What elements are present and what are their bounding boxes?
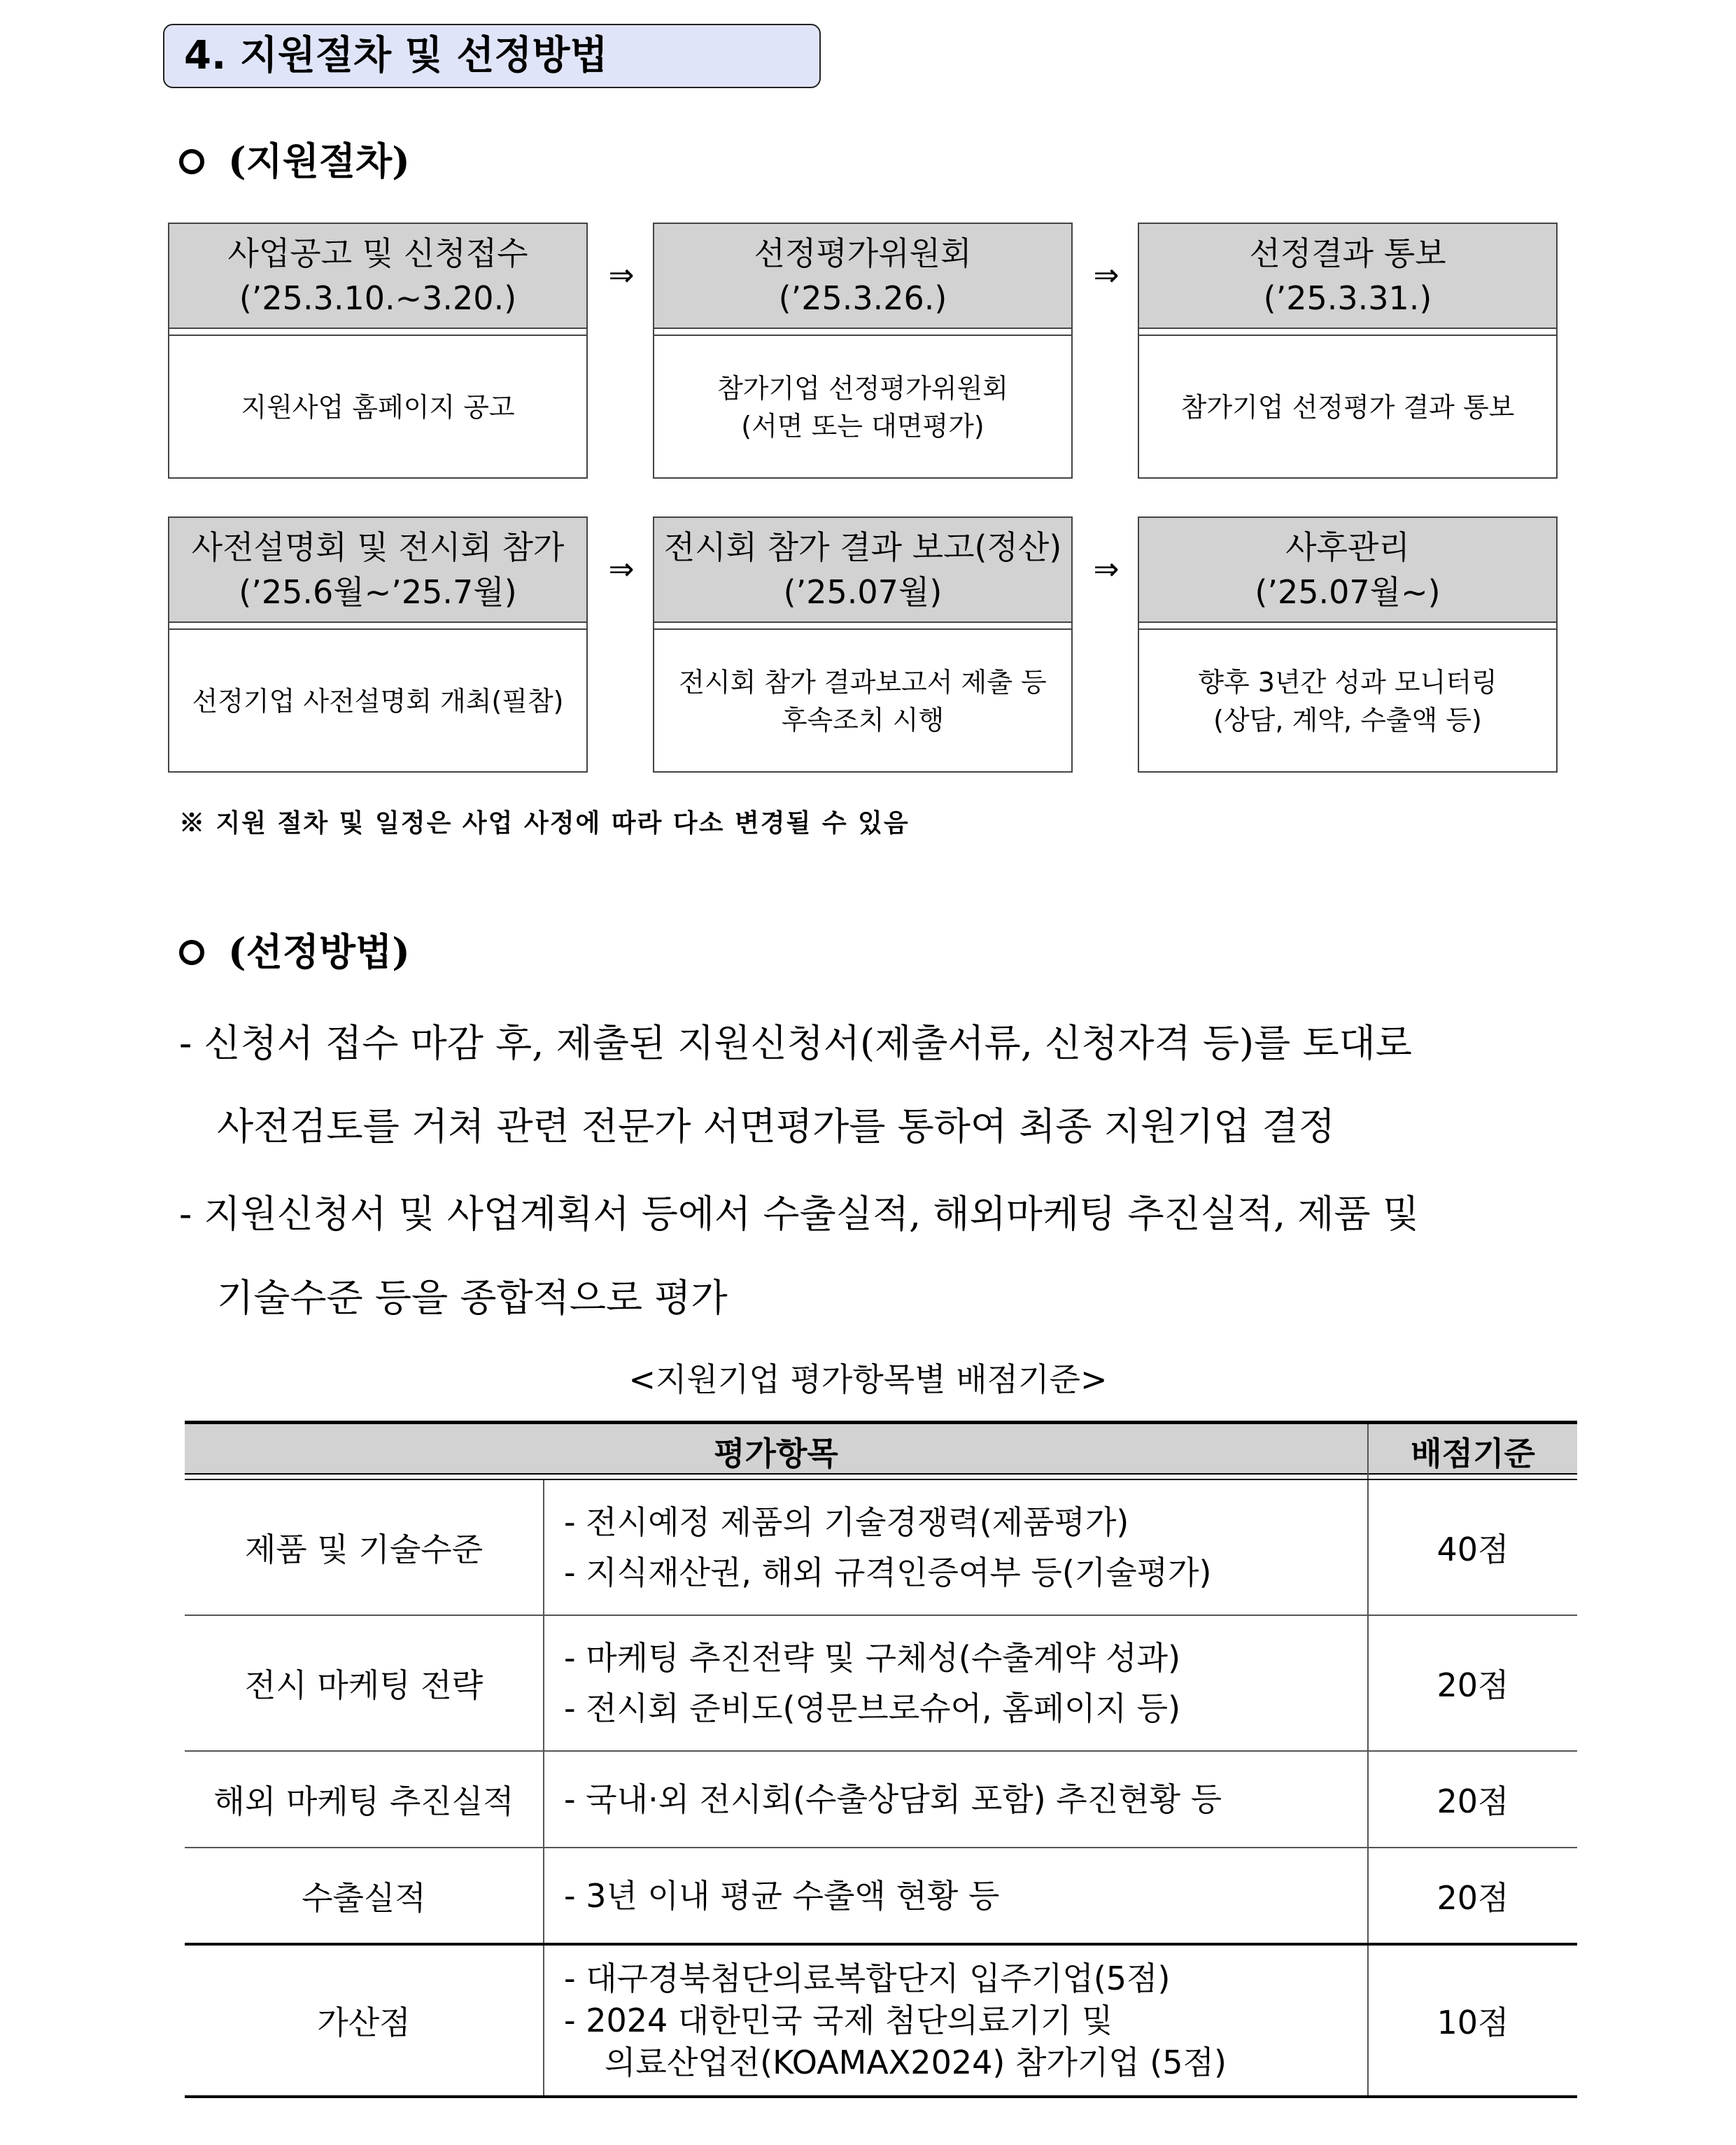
table-header-row: [185, 1423, 1577, 1480]
process-step-3: [1138, 223, 1558, 479]
step-desc-line: (상담, 계약, 수출액 등): [1213, 705, 1482, 736]
detail-line: - 마케팅 추진전략 및 구체성(수출계약 성과): [564, 1639, 1181, 1677]
category-cell: 수출실적: [185, 1848, 544, 1944]
step-description: [654, 630, 1071, 773]
step-title: 선정결과 통보: [1249, 234, 1446, 272]
arrow-right-icon: ⇒: [608, 551, 635, 587]
detail-line: - 대구경북첨단의료복합단지 입주기업(5점): [564, 1960, 1171, 1997]
header-score: 배점기준: [1368, 1423, 1577, 1480]
step-date: (’25.07월~): [1255, 573, 1441, 611]
step-date: (’25.6월~’25.7월): [239, 573, 517, 611]
category-cell: 가산점: [185, 1944, 544, 2097]
step-description: [654, 336, 1071, 479]
table-row: [185, 1479, 1577, 1615]
procedure-heading: [179, 136, 410, 185]
step-desc-line: 참가기업 선정평가위원회: [717, 373, 1008, 404]
category-cell: 해외 마케팅 추진실적: [185, 1751, 544, 1848]
step-header: [654, 518, 1071, 623]
table-row: [185, 1751, 1577, 1848]
arrow-right-icon: ⇒: [1093, 258, 1120, 293]
score-cell: 40점: [1368, 1479, 1577, 1615]
process-step-1: [168, 223, 588, 479]
selection-paragraph-2-line-2: 기술수준 등을 종합적으로 평가: [217, 1276, 728, 1320]
step-title: 사업공고 및 신청접수: [227, 234, 528, 272]
circle-bullet-icon: [179, 940, 204, 965]
detail-cell: [544, 1479, 1368, 1615]
score-cell: 20점: [1368, 1848, 1577, 1944]
step-description: [169, 336, 586, 479]
step-desc-line: 선정기업 사전설명회 개최(필참): [192, 686, 564, 717]
detail-line: 의료산업전(KOAMAX2024) 참가기업 (5점): [605, 2044, 1227, 2081]
evaluation-criteria-table: [185, 1421, 1577, 2098]
detail-line: - 전시회 준비도(영문브로슈어, 홈페이지 등): [564, 1689, 1181, 1727]
step-header: [169, 518, 586, 623]
step-desc-line: 전시회 참가 결과보고서 제출 등: [679, 667, 1047, 698]
step-desc-line: 후속조치 시행: [781, 705, 945, 736]
arrow-right-icon: ⇒: [1093, 551, 1120, 587]
step-title: 선정평가위원회: [754, 234, 972, 272]
step-date: (’25.3.10.~3.20.): [239, 279, 517, 317]
process-step-4: [168, 516, 588, 773]
step-description: [1139, 336, 1556, 479]
score-cell: 20점: [1368, 1751, 1577, 1848]
process-step-5: [653, 516, 1073, 773]
step-desc-line: (서면 또는 대면평가): [741, 411, 985, 442]
score-cell: 10점: [1368, 1944, 1577, 2097]
process-step-2: [653, 223, 1073, 479]
detail-cell: [544, 1751, 1368, 1848]
step-desc-line: 지원사업 홈페이지 공고: [241, 392, 515, 423]
step-title: 사후관리: [1285, 528, 1410, 566]
step-date: (’25.3.26.): [778, 279, 947, 317]
detail-line: - 국내·외 전시회(수출상담회 포함) 추진현황 등: [564, 1780, 1222, 1818]
step-header: [654, 224, 1071, 329]
category-cell: 제품 및 기술수준: [185, 1479, 544, 1615]
detail-line: - 2024 대한민국 국제 첨단의료기기 및: [564, 2002, 1113, 2039]
step-header: [169, 224, 586, 329]
category-cell: 전시 마케팅 전략: [185, 1615, 544, 1751]
selection-paragraph-1-line-2: 사전검토를 거쳐 관련 전문가 서면평가를 통하여 최종 지원기업 결정: [217, 1104, 1335, 1148]
detail-cell: [544, 1944, 1368, 2097]
table-row: [185, 1615, 1577, 1751]
arrow-right-icon: ⇒: [608, 258, 635, 293]
step-date: (’25.07월): [783, 573, 943, 611]
selection-paragraph-2-line-1: - 지원신청서 및 사업계획서 등에서 수출실적, 해외마케팅 추진실적, 제품 및: [179, 1192, 1419, 1236]
table-title: <지원기업 평가항목별 배점기준>: [628, 1360, 1108, 1398]
selection-heading: [179, 927, 410, 976]
step-description: [1139, 630, 1556, 773]
step-description: [169, 630, 586, 773]
score-cell: 20점: [1368, 1615, 1577, 1751]
step-date: (’25.3.31.): [1263, 279, 1432, 317]
procedure-heading-text: (지원절차): [228, 139, 410, 183]
procedure-note: ※ 지원 절차 및 일정은 사업 사정에 따라 다소 변경될 수 있음: [179, 808, 910, 838]
detail-line: - 전시예정 제품의 기술경쟁력(제품평가): [564, 1503, 1129, 1541]
section-title: 4. 지원절차 및 선정방법: [163, 24, 821, 88]
step-header: [1139, 224, 1556, 329]
detail-line: - 지식재산권, 해외 규격인증여부 등(기술평가): [564, 1554, 1212, 1591]
circle-bullet-icon: [179, 149, 204, 174]
process-step-6: [1138, 516, 1558, 773]
selection-paragraph-1-line-1: - 신청서 접수 마감 후, 제출된 지원신청서(제출서류, 신청자격 등)를 토대로: [179, 1021, 1412, 1065]
detail-line: - 3년 이내 평균 수출액 현황 등: [564, 1876, 1000, 1915]
header-evaluation-item: 평가항목: [185, 1423, 1368, 1480]
step-desc-line: 참가기업 선정평가 결과 통보: [1180, 392, 1515, 423]
step-header: [1139, 518, 1556, 623]
step-title: 전시회 참가 결과 보고(정산): [663, 528, 1062, 566]
selection-heading-text: (선정방법): [228, 929, 410, 974]
table-row: [185, 1848, 1577, 1944]
step-desc-line: 향후 3년간 성과 모니터링: [1198, 667, 1497, 698]
detail-cell: [544, 1615, 1368, 1751]
step-title: 사전설명회 및 전시회 참가: [191, 528, 565, 566]
table-row: [185, 1944, 1577, 2097]
detail-cell: [544, 1848, 1368, 1944]
